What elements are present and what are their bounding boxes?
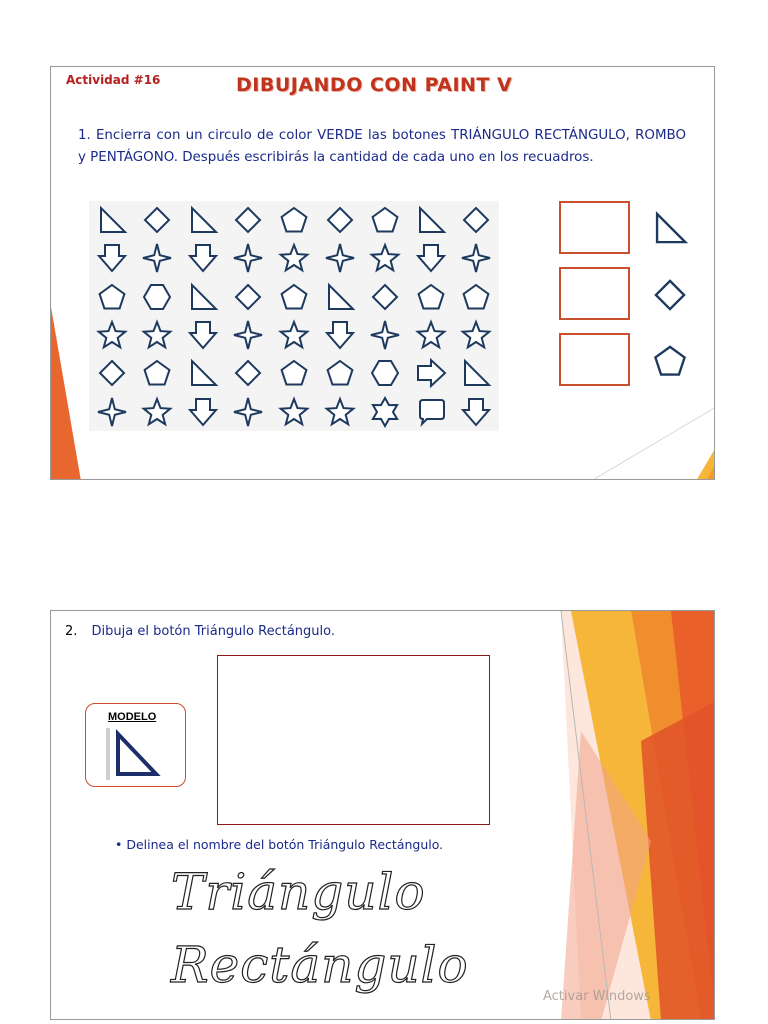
arrow-down-icon[interactable] bbox=[180, 316, 226, 354]
right-triangle-icon bbox=[649, 208, 691, 248]
decorative-orange-corner-left bbox=[51, 307, 91, 480]
answer-box-diamond[interactable] bbox=[559, 267, 630, 320]
right-triangle-icon[interactable] bbox=[317, 278, 363, 316]
trace-word-rectangulo: Rectángulo bbox=[171, 936, 469, 994]
pentagon-icon[interactable] bbox=[317, 354, 363, 392]
model-card bbox=[85, 703, 186, 787]
right-triangle-icon[interactable] bbox=[408, 201, 454, 239]
five-point-star-icon[interactable] bbox=[135, 393, 181, 431]
four-point-star-icon[interactable] bbox=[453, 239, 499, 277]
four-point-star-icon[interactable] bbox=[226, 393, 272, 431]
pentagon-icon[interactable] bbox=[271, 201, 317, 239]
page-title: DIBUJANDO CON PAINT V bbox=[236, 74, 513, 96]
answer-box-triangle[interactable] bbox=[559, 201, 630, 254]
five-point-star-icon[interactable] bbox=[89, 316, 135, 354]
five-point-star-icon[interactable] bbox=[453, 316, 499, 354]
arrow-down-icon[interactable] bbox=[89, 239, 135, 277]
activity-slide-1 bbox=[50, 66, 715, 480]
model-label: MODELO bbox=[108, 711, 157, 723]
question-number: 2. bbox=[65, 624, 78, 639]
pentagon-icon[interactable] bbox=[408, 278, 454, 316]
diamond-icon[interactable] bbox=[226, 201, 272, 239]
right-triangle-icon[interactable] bbox=[180, 278, 226, 316]
right-triangle-icon bbox=[106, 728, 162, 780]
pentagon-icon[interactable] bbox=[271, 354, 317, 392]
diamond-icon[interactable] bbox=[226, 278, 272, 316]
activity-label: Actividad #16 bbox=[66, 73, 161, 87]
pentagon-icon[interactable] bbox=[362, 201, 408, 239]
four-point-star-icon[interactable] bbox=[317, 239, 363, 277]
activity-slide-2 bbox=[50, 610, 715, 1020]
arrow-down-icon[interactable] bbox=[180, 393, 226, 431]
arrow-down-icon[interactable] bbox=[180, 239, 226, 277]
right-triangle-icon[interactable] bbox=[180, 201, 226, 239]
four-point-star-icon[interactable] bbox=[226, 316, 272, 354]
diamond-icon[interactable] bbox=[135, 201, 181, 239]
five-point-star-icon[interactable] bbox=[271, 239, 317, 277]
pentagon-icon[interactable] bbox=[453, 278, 499, 316]
six-point-star-icon[interactable] bbox=[362, 393, 408, 431]
right-triangle-icon[interactable] bbox=[453, 354, 499, 392]
five-point-star-icon[interactable] bbox=[271, 393, 317, 431]
speech-bubble-icon[interactable] bbox=[408, 393, 454, 431]
pentagon-icon[interactable] bbox=[135, 354, 181, 392]
diamond-icon bbox=[649, 275, 691, 315]
drawing-area[interactable] bbox=[217, 655, 490, 825]
hexagon-icon[interactable] bbox=[362, 354, 408, 392]
instruction-text: Encierra con un circulo de color VERDE las botones TRIÁNGULO RECTÁNGULO, ROMBO y PENTÁGONO. Después escribirás la cantidad de cada uno en los recuadros. bbox=[78, 128, 686, 165]
five-point-star-icon[interactable] bbox=[135, 316, 181, 354]
five-point-star-icon[interactable] bbox=[408, 316, 454, 354]
watermark-title: Activar Windows bbox=[543, 989, 651, 1004]
instruction-number: 1. bbox=[78, 128, 91, 143]
diamond-icon[interactable] bbox=[226, 354, 272, 392]
diamond-icon[interactable] bbox=[453, 201, 499, 239]
arrow-right-icon[interactable] bbox=[408, 354, 454, 392]
four-point-star-icon[interactable] bbox=[362, 316, 408, 354]
shape-grid bbox=[89, 201, 499, 431]
trace-word-triangulo: Triángulo bbox=[171, 863, 426, 921]
diamond-icon[interactable] bbox=[89, 354, 135, 392]
five-point-star-icon[interactable] bbox=[271, 316, 317, 354]
four-point-star-icon[interactable] bbox=[226, 239, 272, 277]
arrow-down-icon[interactable] bbox=[453, 393, 499, 431]
bullet-instruction: • Delinea el nombre del botón Triángulo Rectángulo. bbox=[115, 837, 444, 852]
question-2 bbox=[65, 624, 335, 639]
diamond-icon[interactable] bbox=[317, 201, 363, 239]
decorative-lines-right bbox=[571, 397, 715, 480]
right-triangle-icon[interactable] bbox=[89, 201, 135, 239]
question-text: Dibuja el botón Triángulo Rectángulo. bbox=[91, 624, 335, 639]
pentagon-icon bbox=[649, 341, 691, 381]
answer-box-pentagon[interactable] bbox=[559, 333, 630, 386]
four-point-star-icon[interactable] bbox=[135, 239, 181, 277]
right-triangle-icon[interactable] bbox=[180, 354, 226, 392]
activation-watermark bbox=[543, 989, 651, 1004]
pentagon-icon[interactable] bbox=[89, 278, 135, 316]
arrow-down-icon[interactable] bbox=[408, 239, 454, 277]
five-point-star-icon[interactable] bbox=[362, 239, 408, 277]
five-point-star-icon[interactable] bbox=[317, 393, 363, 431]
pentagon-icon[interactable] bbox=[271, 278, 317, 316]
diamond-icon[interactable] bbox=[362, 278, 408, 316]
hexagon-icon[interactable] bbox=[135, 278, 181, 316]
instruction-paragraph bbox=[78, 125, 686, 169]
arrow-down-icon[interactable] bbox=[317, 316, 363, 354]
four-point-star-icon[interactable] bbox=[89, 393, 135, 431]
decorative-orange-panels-right bbox=[541, 611, 715, 1020]
